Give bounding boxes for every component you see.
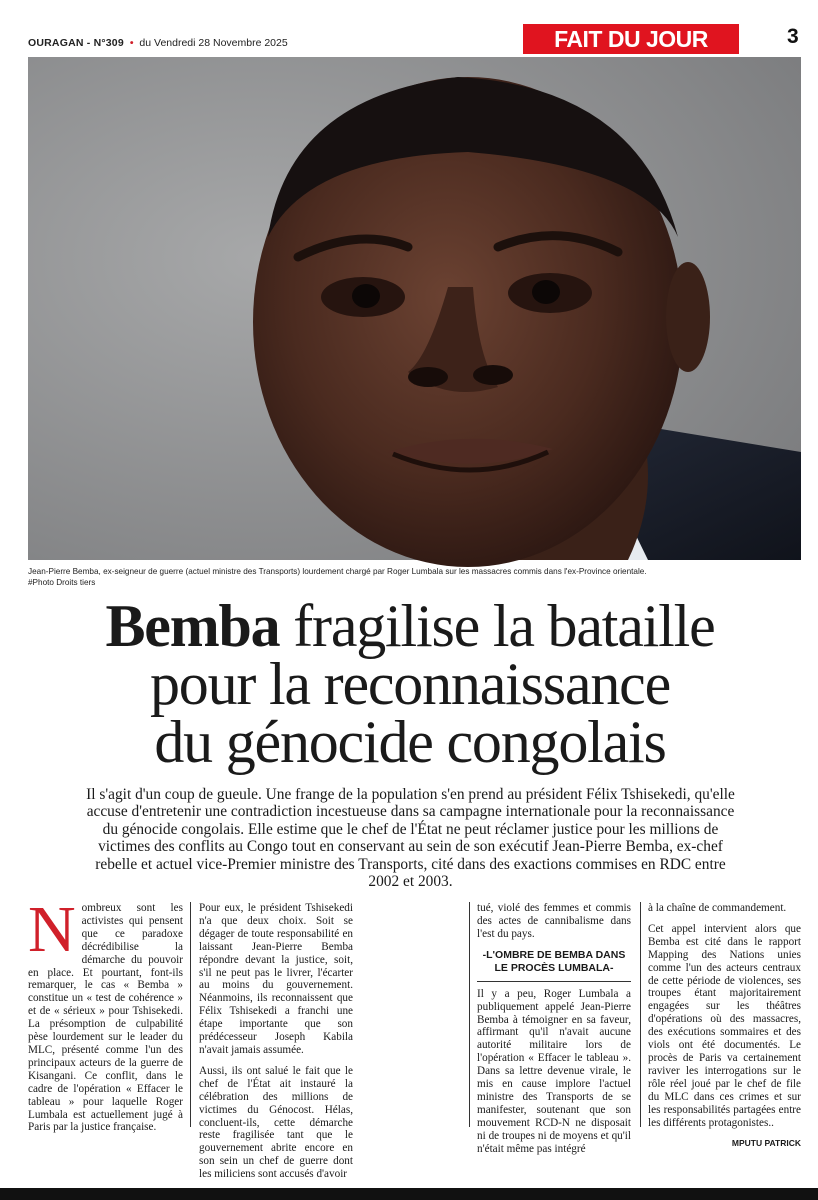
author-signature: MPUTU PATRICK (731, 1138, 801, 1149)
paragraph: Pour eux, le président Tshisekedi n'a que deux choix. Soit se dégager de toute responsabilité en laissant Jean-Pierre Bemba répondre devant la justice, soit, s'il ne peut pas le livrer, l'écarter au moins du gouvernement. Néanmoins, ils reconnaissent que Félix Tshisekedi a franchi une étape importante que son prédécesseur Joseph Kabila n'avait jamais assumée. (199, 902, 353, 1056)
paragraph (28, 893, 183, 1134)
separator-dot: • (129, 37, 134, 49)
portrait-illustration (28, 57, 801, 560)
page-header (0, 0, 818, 56)
body-column-3 (477, 902, 631, 1155)
column-divider (469, 902, 470, 1127)
page-number: 3 (787, 25, 799, 48)
photo-caption: Jean-Pierre Bemba, ex-seigneur de guerre (actuel ministre des Transports) lourdement chargé par Roger Lumbala sur les massacres commis dans l'ex-Province orientale. #Photo Droits tiers (28, 567, 647, 587)
paragraph-text: ombreux sont les activistes qui pensent que ce paradoxe décrédibilise la démarche du pouvoir en place. Et pourtant, font-ils remarquer, le cas « Bemba » constitue un « test de cohérence » et de « sérieux » pour Tshisekedi. La présomption de culpabilité pèse lourdement sur le leader du MLC, présenté comme l'un des principaux acteurs de la guerre de Kisangani. Ce conflit, dans le cadre de l'opération « Effacer le tableau » pour laquelle Roger Lumbala est actuellement jugé à Paris par la justice française. (28, 902, 183, 1134)
article-lead: Il s'agit d'un coup de gueule. Une frange de la population s'en prend au président Félix Tshisekedi, qu'elle accuse d'entretenir une contradiction incestueuse dans sa campagne internationale pour la reconnaissance du génocide congolais. Elle estime que le chef de l'État ne peut réclamer justice pour les millions de victimes des conflits au Congo tout en conservant au sein de son exécutif Jean-Pierre Bemba, ex-chef rebelle et actuel vice-Premier ministre des Transports, cité dans des exactions commises en RDC entre 2002 et 2003. (86, 786, 735, 891)
column-divider (190, 902, 191, 1127)
portrait-photo (28, 57, 801, 560)
body-column-1 (28, 893, 183, 1134)
section-subheading: -L'OMBRE DE BEMBA DANS LE PROCÈS LUMBALA- (477, 949, 631, 982)
column-divider (640, 902, 641, 1127)
section-rubric: FAIT DU JOUR (523, 24, 739, 54)
body-column-4 (648, 902, 801, 1149)
article-headline (40, 593, 780, 775)
paragraph: tué, violé des femmes et commis des actes de cannibalisme dans l'est du pays. (477, 902, 631, 940)
headline-line1-rest: fragilise la bataille (279, 593, 715, 659)
paragraph: à la chaîne de commandement. (648, 902, 787, 914)
headline-line2: pour la reconnaissance (149, 651, 671, 717)
publication-name: OURAGAN - N°309 (28, 37, 124, 49)
headline-bold-word: Bemba (105, 593, 280, 659)
drop-cap: N (28, 893, 76, 966)
page-bottom-bar (0, 1188, 818, 1200)
paragraph: Cet appel intervient alors que Bemba est cité dans le rapport Mapping des Nations unies comme l'un des acteurs centraux de cette période de violences, ses troupes étant majoritairement engagées sur les théâtres d'opérations où des massacres, des exécutions sommaires et des viols ont été documentés. Le procès de Paris va certainement raviver les interrogations sur le rôle réel joué par le chef de file du MLC dans ces crimes et sur les responsabilités partagées entre les différents protagonistes.. (648, 922, 801, 1129)
headline-line3: du génocide congolais (154, 709, 666, 775)
issue-date: du Vendredi 28 Novembre 2025 (139, 37, 288, 49)
paragraph: Il y a peu, Roger Lumbala a publiquement appelé Jean-Pierre Bemba à témoigner en sa faveur, affirmant qu'il n'avait aucune autorité militaire lors de l'opération « Effacer le tableau ». Dans sa lettre devenue virale, le mis en cause implore l'actuel ministre des Transports de se manifester, soutenant que son mouvement RCD-N ne disposait ni de troupes ni de moyens et qu'il n'était même pas intégré (477, 987, 631, 1155)
body-column-2 (199, 902, 353, 1181)
paragraph: Aussi, ils ont salué le fait que le chef de l'État ait instauré la célébration des millions de victimes du Génocost. Hélas, concluent-ils, cette démarche reste fragilisée tant que le gouvernement abrite encore en son sein un chef de guerre dont les miliciens sont accusés d'avoir (199, 1064, 353, 1181)
masthead (28, 37, 288, 49)
